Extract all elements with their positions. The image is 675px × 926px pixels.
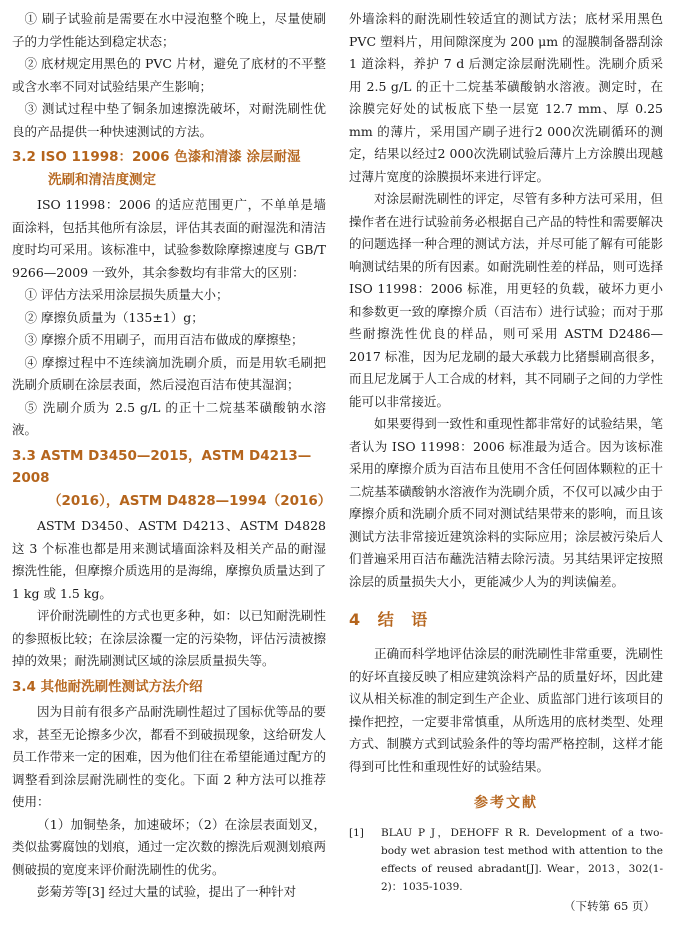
list-item: ② 摩擦负质量为（135±1）g； xyxy=(24,309,204,325)
heading-line: 3.2 ISO 11998：2006 色漆和清漆 涂层耐湿 xyxy=(12,149,301,165)
paragraph: 因为目前有很多产品耐洗刷性超过了国标优等品的要求，甚至无论擦多少次，都看不到破损现象，这给研发人员工作带来一定的困难，因为他们往在希望能通过配方的调整看到涂层耐洗刷性的变化。下面 2 种方法可以推荐使用： xyxy=(12,704,326,809)
paragraph: （1）加铜垫条，加速破坏；（2）在涂层表面划叉，类似盐雾腐蚀的划痕，通过一定次数的擦洗后观测划痕两侧破损的宽度来评价耐洗刷性的优劣。 xyxy=(12,816,326,877)
reference-number: [1] xyxy=(349,827,364,839)
paragraph: 彭菊芳等[3] 经过大量的试验，提出了一种针对 xyxy=(37,884,297,899)
section-heading-3-4: 3.4 其他耐洗刷性测试方法介绍 xyxy=(12,678,203,695)
references-heading: 参考文献 xyxy=(474,795,538,811)
paragraph: ① 刷子试验前是需要在水中浸泡整个晚上，尽量使刷子的力学性能达到稳定状态； xyxy=(12,11,326,49)
left-column xyxy=(12,8,332,904)
paragraph: ISO 11998：2006 的适应范围更广，不单单是墙面涂料，包括其他所有涂层，评估其表面的耐湿洗和清洁度时均可采用。该标准中，试验参数除摩擦速度与 GB/T 9266—2009 一致外，其余参数均有非常大的区别： xyxy=(12,197,326,280)
paragraph: 评价耐洗刷性的方式也更多种，如：以已知耐洗刷性的参照板比较；在涂层涂覆一定的污染物，评估污渍被擦掉的效果；耐洗刷测试区域的涂层质量损失等。 xyxy=(12,608,326,668)
heading-line: （2016），ASTM D4828—1994（2016） xyxy=(48,492,332,509)
heading-line: 洗刷和清洁度测定 xyxy=(48,171,156,188)
right-column xyxy=(349,8,663,914)
reference-text: BLAU P J，DEHOFF R R. Development of a two-body wet abrasion test method with attention to the effects of reused abradant[J]. Wear，2013，302(1-2)：1035-1039. xyxy=(381,827,663,893)
list-item: ① 评估方法采用涂层损失质量大小； xyxy=(24,287,229,302)
paragraph: 外墙涂料的耐洗刷性较适宜的测试方法；底材采用黑色 PVC 塑料片，用间隙深度为 200 μm 的湿膜制备器刮涂 1 道涂料，养护 7 d 后测定涂层耐洗刷性。洗刷介质采用 2.5 g/L 的正十二烷基苯磺酸钠水溶液。测定时，在涂膜完好处的试板底下垫一层宽 12.7 mm、厚 0.25 mm 的薄片，采用国产刷子进行2 000次洗刷循环的测定，结果以经过2 000次洗刷试验后薄片上方涂膜出现越过薄片宽度的涂膜损坏来进行评定。 xyxy=(349,11,663,184)
list-item: ④ 摩擦过程中不连续滴加洗刷介质，而是用软毛刷把洗刷介质刷在涂层表面，然后浸泡百洁布使其湿润； xyxy=(12,354,326,392)
section-heading-4: 4 结 语 xyxy=(349,610,434,629)
list-item: ⑤ 洗刷介质为 2.5 g/L 的正十二烷基苯磺酸钠水溶液。 xyxy=(12,399,326,437)
paragraph: 正确而科学地评估涂层的耐洗刷性非常重要，洗刷性的好坏直接反映了相应建筑涂料产品的质量好坏，因此建议从相关标准的制定到生产企业、质监部门进行该项目的操作把控，一定要非常慎重，从所选用的底材类型、处理方式、制膜方式到试验条件的等均需严格控制，这样才能得到可比性和重现性好的试验结果。 xyxy=(349,646,663,774)
section-heading-3-2 xyxy=(12,146,326,191)
list-item: ③ 摩擦介质不用刷子，而用百洁布做成的摩擦垫； xyxy=(24,332,304,347)
reference-item xyxy=(349,824,663,896)
paragraph: ② 底材规定用黑色的 PVC 片材，避免了底材的不平整或含水率不同对试验结果产生影响； xyxy=(12,56,326,94)
continued-note: （下转第 65 页） xyxy=(564,899,655,913)
paragraph: ASTM D3450、ASTM D4213、ASTM D4828 这 3 个标准也都是用来测试墙面涂料及相关产品的耐湿擦洗性能，但摩擦介质选用的是海绵，摩擦负质量达到了 1 kg 或 1.5 kg。 xyxy=(12,518,326,601)
paragraph: ③ 测试过程中垫了铜条加速擦洗破坏，对耐洗刷性优良的产品提供一种快速测试的方法。 xyxy=(12,101,326,139)
section-heading-3-3 xyxy=(12,445,332,513)
heading-line: 3.3 ASTM D3450—2015，ASTM D4213—2008 xyxy=(12,447,312,486)
paragraph: 对涂层耐洗刷性的评定，尽管有多种方法可采用，但操作者在进行试验前务必根据自己产品的特性和需要解决的问题选择一种合理的测试方法，并尽可能了解有可能影响测试结果的所有因素。如耐洗刷性差的样品，则可选择 ISO 11998：2006 标准，用更轻的负载，破坏力更小和参数更一致的摩擦介质（百洁布）进行试验；而对于那些耐擦洗性优良的样品，则可采用 ASTM D2486—2017 标准，因为尼龙刷的最大承载力比猪鬃刷高很多，而且尼龙属于人工合成的材料，其不同刷子之间的力学性能可以非常接近。 xyxy=(349,191,663,409)
paragraph: 如果要得到一致性和重现性都非常好的试验结果，笔者认为 ISO 11998：2006 标准最为适合。因为该标准采用的摩擦介质为百洁布且使用不含任何固体颗粒的正十二烷基苯磺酸钠水溶液作为洗刷介质，不仅可以减少由于摩擦介质和洗刷介质不同对测试结果带来的影响，而且该测试方法非常接近建筑涂料的实际应用；涂层被污染后人们普遍采用百洁布蘸洗洁精去除污渍。另其结果评定按照涂层的质量损失大小，更能减少人为的判读偏差。 xyxy=(349,416,663,589)
